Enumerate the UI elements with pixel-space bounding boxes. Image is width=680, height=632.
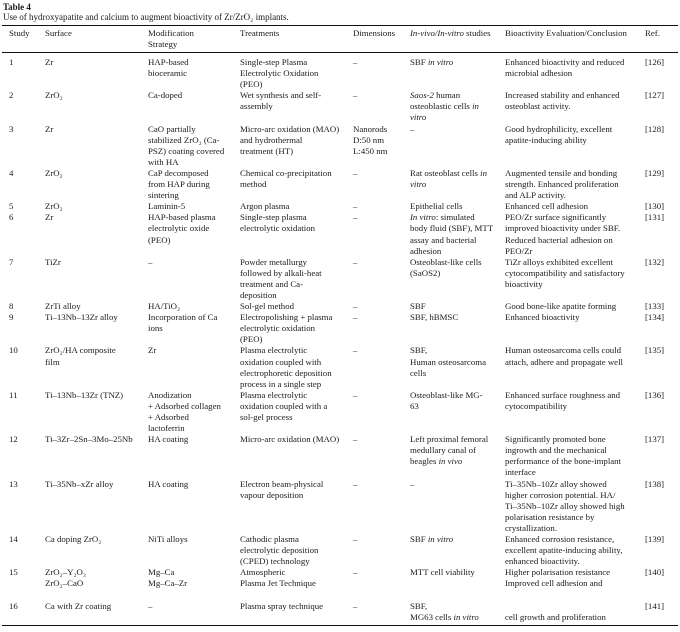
cell-strategy: Mg–Ca Mg–Ca–Zr	[148, 567, 188, 589]
cell-surface: ZrO₂	[45, 201, 63, 212]
cell-treatments: Sol-gel method	[240, 301, 294, 312]
cell-ref: [141]	[645, 601, 678, 626]
italic-text-run: in vitro	[410, 167, 487, 190]
table-row	[2, 390, 678, 434]
cell-treatments: Cathodic plasma electrolytic deposition (CPED) technology	[240, 534, 319, 567]
cell-studies: –	[410, 478, 415, 489]
cell-strategy: Ca-doped	[148, 90, 183, 101]
cell-conclusion: Ti–35Nb–10Zr alloy showed higher corrosion potential. HA/ Ti–35Nb–10Zr alloy showed high polarisation resistance by crystallization.	[505, 478, 625, 533]
cell-study: 3	[9, 123, 14, 134]
cell-ref: [138]	[645, 478, 665, 489]
cell-surface: Ca with Zr coating	[45, 601, 148, 626]
data-table	[2, 25, 678, 626]
cell-study: 4	[9, 167, 14, 178]
cell-strategy: Anodization + Adsorbed collagen + Adsorbed lactoferrin	[148, 389, 221, 434]
cell-studies: Osteoblast-like cells (SaOS2)	[410, 256, 482, 278]
cell-study: 11	[9, 389, 18, 400]
cell-treatments: Atmospheric Plasma Jet Technique	[240, 567, 316, 589]
cell-dimensions: –	[353, 167, 358, 178]
cell-ref: [139]	[645, 534, 665, 545]
cell-strategy: Zr	[148, 345, 157, 356]
cell-dimensions: –	[353, 256, 358, 267]
cell-strategy: –	[148, 601, 240, 626]
cell-surface: Zr	[45, 57, 54, 67]
cell-dimensions: –	[353, 201, 358, 212]
cell-treatments: Electropolishing + plasma electrolytic oxidation (PEO)	[240, 312, 333, 345]
cell-strategy: Laminin-5	[148, 201, 186, 212]
cell-studies	[410, 534, 505, 567]
cell-treatments: Micro-arc oxidation (MAO)	[240, 434, 340, 445]
cell-study: 12	[9, 434, 18, 445]
cell-surface: ZrO₂–Y₂O₃ ZrO₂–CaO	[45, 567, 86, 589]
text-run: SBF, MG63 cells	[410, 600, 452, 622]
cell-dimensions: –	[353, 567, 358, 578]
table-row	[2, 53, 678, 91]
table-head	[2, 26, 678, 53]
cell-study: 9	[9, 312, 14, 323]
cell-studies: –	[410, 123, 415, 134]
cell-study: 7	[9, 256, 14, 267]
cell-dimensions: –	[353, 434, 358, 445]
table-body	[2, 53, 678, 626]
cell-ref: [129]	[645, 167, 665, 178]
table-row	[2, 434, 678, 478]
cell-studies: Osteoblast-like MG- 63	[410, 389, 483, 411]
italic-text-run: In-vivo/In-vitro	[410, 28, 464, 38]
cell-studies: SBF	[410, 301, 426, 312]
cell-treatments: Plasma electrolytic oxidation coupled with a sol-gel process	[240, 389, 328, 422]
cell-conclusion: Increased stability and enhanced osteoblast activity.	[505, 90, 620, 112]
cell-studies	[410, 212, 505, 256]
document-page	[0, 2, 680, 632]
italic-text-run: Saos-2	[410, 90, 434, 101]
cell-studies: SBF, hBMSC	[410, 312, 459, 323]
cell-treatments: Electron beam-physical vapour deposition	[240, 478, 324, 500]
cell-ref: [140]	[645, 567, 665, 578]
cell-surface: Ca doping ZrO₂	[45, 534, 102, 545]
cell-studies	[410, 53, 505, 91]
cell-treatments: Micro-arc oxidation (MAO) and hydrothermal treatment (HT)	[240, 123, 340, 156]
cell-conclusion: PEO/Zr surface significantly improved bioactivity under SBF. Reduced bacterial adhesion on PEO/Zr	[505, 212, 621, 256]
cell-study: 16	[2, 601, 45, 626]
italic-text-run: in vitro	[427, 534, 454, 545]
cell-conclusion: Higher polarisation resistance Improved cell adhesion and	[505, 567, 611, 589]
column-header-dimensions: Dimensions	[353, 26, 410, 53]
cell-treatments: Powder metallurgy followed by alkali-heat treatment and Ca- deposition	[240, 256, 322, 300]
cell-ref: [128]	[645, 123, 665, 134]
cell-treatments: Wet synthesis and self- assembly	[240, 90, 322, 112]
table-row	[2, 601, 678, 626]
cell-dimensions: Nanorods D:50 nm L:450 nm	[353, 123, 388, 156]
cell-strategy: Incorporation of Ca ions	[148, 312, 218, 334]
column-header-studies	[410, 26, 505, 53]
cell-conclusion: Enhanced corrosion resistance, excellent apatite-inducing ability, enhanced bioactivity.	[505, 534, 623, 567]
table-row	[2, 90, 678, 123]
cell-studies: SBF, Human osteosarcoma cells	[410, 345, 486, 378]
cell-dimensions: –	[353, 212, 358, 223]
cell-surface: Zr	[45, 212, 54, 223]
cell-strategy: HAP-based plasma electrolytic oxide (PEO)	[148, 212, 216, 245]
cell-conclusion: Good bone-like apatite forming	[505, 301, 617, 312]
table-row	[2, 479, 678, 534]
cell-strategy: CaP decomposed from HAP during sintering	[148, 167, 210, 201]
cell-treatments: Chemical co-precipitation method	[240, 167, 332, 190]
cell-treatments: Single-step plasma electrolytic oxidation	[240, 212, 315, 234]
italic-text-run: in vitro	[453, 611, 479, 622]
cell-studies	[410, 90, 505, 123]
italic-text-run: in vivo	[438, 456, 463, 467]
table-row	[2, 345, 678, 389]
cell-dimensions: –	[353, 478, 358, 489]
cell-treatments: Argon plasma	[240, 201, 290, 212]
table-row	[2, 201, 678, 212]
cell-surface: ZrO₂	[45, 167, 63, 178]
cell-conclusion: Human osteosarcoma cells could attach, adhere and propagate well	[505, 345, 623, 367]
table-label: Table 4	[3, 2, 31, 12]
cell-treatments: Plasma spray technique	[240, 601, 353, 626]
italic-text-run: in vitro	[410, 101, 479, 123]
table-row	[2, 124, 678, 168]
cell-conclusion: Augmented tensile and bonding strength. Enhanced proliferation and ALP activity.	[505, 167, 619, 201]
table-row	[2, 168, 678, 201]
cell-strategy: NiTi alloys	[148, 534, 188, 545]
cell-surface: Ti–13Nb–13Zr alloy	[45, 312, 118, 323]
text-run: SBF	[410, 57, 428, 67]
table-caption: Use of hydroxyapatite and calcium to augment bioactivity of Zr/ZrO₂ implants.	[3, 12, 289, 22]
table-row	[2, 312, 678, 345]
cell-conclusion: Enhanced surface roughness and cytocompatibility	[505, 389, 621, 411]
cell-ref: [136]	[645, 389, 665, 400]
cell-conclusion: Enhanced bioactivity	[505, 312, 580, 323]
cell-dimensions: –	[353, 312, 358, 323]
cell-surface: ZrTi alloy	[45, 301, 81, 312]
cell-ref: [135]	[645, 345, 665, 356]
cell-ref: [131]	[645, 212, 665, 223]
cell-ref: [134]	[645, 312, 665, 323]
cell-surface: Zr	[45, 123, 54, 134]
cell-strategy: –	[148, 256, 153, 267]
table-row	[2, 301, 678, 312]
cell-treatments: Single-step Plasma Electrolytic Oxidation (PEO)	[240, 57, 319, 90]
cell-strategy: HA/TiO₂	[148, 301, 181, 312]
cell-study: 10	[9, 345, 18, 356]
cell-study: 6	[9, 212, 14, 223]
cell-surface: TiZr	[45, 256, 61, 267]
cell-studies	[410, 601, 505, 626]
text-run: human osteoblastic cells	[410, 90, 470, 112]
cell-strategy: HAP-based bioceramic	[148, 57, 189, 79]
cell-surface: Ti–3Zr–2Sn–3Mo–25Nb	[45, 434, 133, 445]
text-run: SBF	[410, 534, 428, 545]
cell-conclusion: TiZr alloys exhibited excellent cytocompatibility and satisfactory bioactivity	[505, 256, 625, 289]
text-run: Left proximal femoral medullary canal of beagles	[410, 434, 489, 467]
cell-conclusion: Enhanced cell adhesion	[505, 201, 589, 212]
table-row	[2, 257, 678, 301]
cell-surface: Ti–13Nb–13Zr (TNZ)	[45, 389, 124, 400]
column-header-ref: Ref.	[645, 26, 678, 53]
table-row	[2, 212, 678, 256]
italic-text-run: In vitro	[410, 212, 436, 223]
cell-ref: [137]	[645, 434, 665, 445]
cell-study: 13	[9, 478, 18, 489]
cell-strategy: HA coating	[148, 434, 189, 445]
cell-dimensions: –	[353, 301, 358, 312]
cell-ref: [127]	[645, 90, 665, 101]
cell-dimensions: –	[353, 57, 358, 67]
column-header-treatments: Treatments	[240, 26, 353, 53]
cell-dimensions: –	[353, 534, 358, 545]
cell-surface: Ti–35Nb–xZr alloy	[45, 478, 114, 489]
cell-dimensions: –	[353, 90, 358, 101]
cell-dimensions: –	[353, 345, 358, 356]
text-run: studies	[463, 28, 491, 38]
cell-treatments: Plasma electrolytic oxidation coupled with electrophoretic deposition process in a single step	[240, 345, 332, 389]
cell-study: 5	[9, 201, 14, 212]
cell-study: 14	[9, 534, 18, 545]
column-header-strategy: Modification Strategy	[148, 26, 240, 53]
italic-text-run: in vitro	[427, 57, 454, 67]
cell-study: 2	[9, 90, 14, 101]
cell-conclusion: cell growth and proliferation	[505, 601, 645, 626]
column-header-study: Study	[2, 26, 45, 53]
cell-conclusion: Significantly promoted bone ingrowth and the mechanical performance of the bone-implant interface	[505, 434, 622, 478]
column-header-conclusion: Bioactivity Evaluation/Conclusion	[505, 26, 645, 53]
cell-studies: MTT cell viability	[410, 567, 475, 578]
cell-studies	[410, 434, 505, 478]
cell-studies	[410, 168, 505, 201]
table-row	[2, 534, 678, 567]
cell-ref: [126]	[645, 57, 665, 67]
cell-surface: ZrO₂	[45, 90, 63, 101]
cell-dimensions: –	[353, 601, 410, 626]
cell-ref: [133]	[645, 301, 665, 312]
cell-conclusion: Good hydrophilicity, excellent apatite-inducing ability	[505, 123, 613, 145]
cell-strategy: CaO partially stabilized ZrO₂ (Ca- PSZ) coating covered with HA	[148, 123, 225, 167]
cell-ref: [132]	[645, 256, 665, 267]
cell-studies: Epithelial cells	[410, 201, 463, 212]
text-run: : simulated body fluid (SBF), MTT assay and bacterial adhesion	[410, 212, 494, 256]
column-header-surface: Surface	[45, 26, 148, 53]
cell-dimensions: –	[353, 389, 358, 400]
table-row	[2, 567, 678, 600]
cell-surface: ZrO₂/HA composite film	[45, 345, 116, 367]
cell-conclusion: Enhanced bioactivity and reduced microbial adhesion	[505, 57, 625, 79]
cell-study: 15	[9, 567, 18, 578]
cell-strategy: HA coating	[148, 478, 189, 489]
header-row	[2, 26, 678, 53]
cell-study: 8	[9, 301, 14, 312]
cell-ref: [130]	[645, 201, 665, 212]
cell-study: 1	[9, 57, 14, 67]
text-run: Rat osteoblast cells	[410, 167, 481, 178]
